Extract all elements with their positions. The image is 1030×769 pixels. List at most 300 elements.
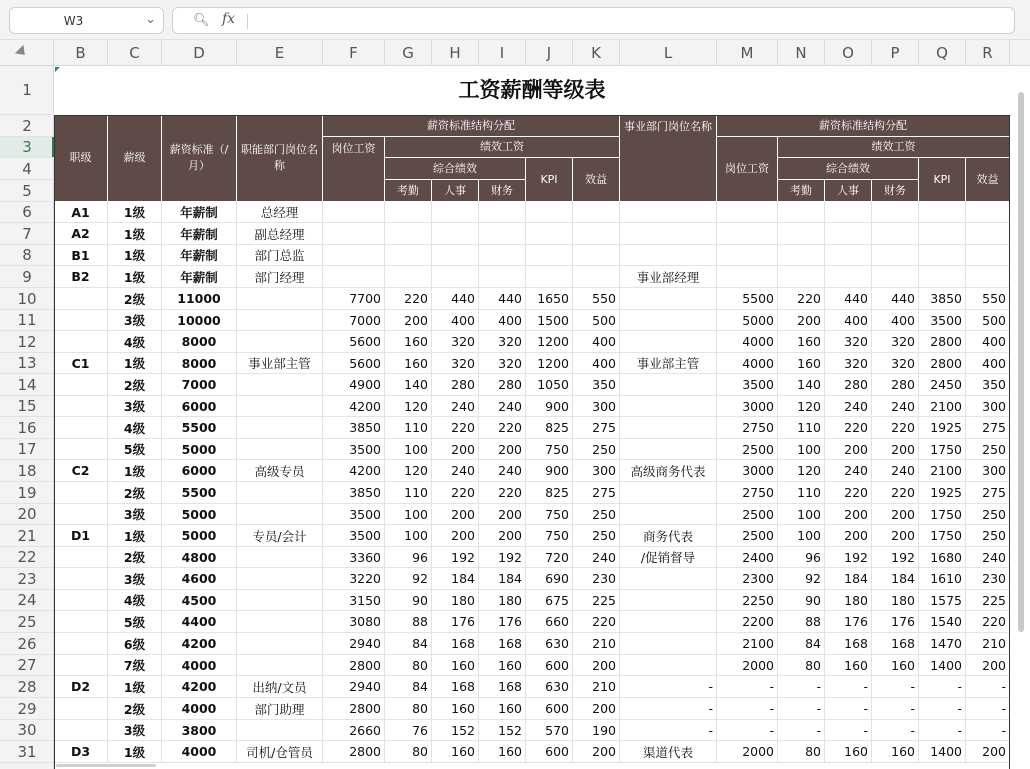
cell-o-11[interactable]: 400 [825,310,872,331]
cell-r-27[interactable]: 200 [966,655,1010,676]
cell-e-27[interactable] [237,655,323,676]
cell-m-29[interactable]: - [717,698,778,720]
cell-b-19[interactable] [54,482,108,504]
cell-o-22[interactable]: 192 [825,547,872,568]
cell-j-13[interactable]: 1200 [526,353,573,374]
cell-h-13[interactable]: 320 [432,353,479,374]
cell-g-27[interactable]: 80 [385,655,432,676]
cell-c-17[interactable]: 5级 [108,439,162,460]
cell-b-28[interactable]: D2 [54,676,108,698]
cell-r-19[interactable]: 275 [966,482,1010,504]
cell-k-30[interactable]: 190 [573,720,620,741]
cell-d-10[interactable]: 11000 [162,288,237,310]
cell-f-22[interactable]: 3360 [323,547,385,568]
cell-l-23[interactable] [620,568,717,590]
cell-m-8[interactable] [717,245,778,266]
cell-f-18[interactable]: 4200 [323,460,385,482]
cell-b-27[interactable] [54,655,108,676]
cell-d-7[interactable]: 年薪制 [162,223,237,245]
cell-c-31[interactable]: 1级 [108,741,162,763]
cell-o-26[interactable]: 168 [825,633,872,655]
cell-l-16[interactable] [620,417,717,439]
cell-l-13[interactable]: 事业部主管 [620,353,717,374]
cell-i-24[interactable]: 180 [479,590,526,611]
cell-f-13[interactable]: 5600 [323,353,385,374]
cell-q-13[interactable]: 2800 [919,353,966,374]
cell-r-21[interactable]: 250 [966,525,1010,547]
cell-h-31[interactable]: 160 [432,741,479,763]
row-header-14[interactable]: 14 [0,374,54,396]
cell-m-23[interactable]: 2300 [717,568,778,590]
row-header-17[interactable]: 17 [0,439,54,460]
cell-l-25[interactable] [620,611,717,633]
cell-h-20[interactable]: 200 [432,504,479,525]
row-header-26[interactable]: 26 [0,633,54,655]
cell-l-28[interactable]: - [620,676,717,698]
name-box[interactable] [9,7,164,34]
cell-g-30[interactable]: 76 [385,720,432,741]
cell-r-7[interactable] [966,223,1010,245]
cell-n-15[interactable]: 120 [778,396,825,417]
cell-q-21[interactable]: 1750 [919,525,966,547]
cell-g-22[interactable]: 96 [385,547,432,568]
cell-q-15[interactable]: 2100 [919,396,966,417]
cell-m-22[interactable]: 2400 [717,547,778,568]
cell-q-18[interactable]: 2100 [919,460,966,482]
cell-d-20[interactable]: 5000 [162,504,237,525]
cell-i-28[interactable]: 168 [479,676,526,698]
cell-r-20[interactable]: 250 [966,504,1010,525]
cell-c-8[interactable]: 1级 [108,245,162,266]
cell-b-12[interactable] [54,331,108,353]
cell-h-25[interactable]: 176 [432,611,479,633]
cell-n-19[interactable]: 110 [778,482,825,504]
cell-k-21[interactable]: 250 [573,525,620,547]
cell-b-7[interactable]: A2 [54,223,108,245]
cell-j-14[interactable]: 1050 [526,374,573,396]
cell-o-28[interactable]: - [825,676,872,698]
cell-f-8[interactable] [323,245,385,266]
cell-l-19[interactable] [620,482,717,504]
cell-c-12[interactable]: 4级 [108,331,162,353]
cell-m-17[interactable]: 2500 [717,439,778,460]
cell-p-24[interactable]: 180 [872,590,919,611]
cell-m-31[interactable]: 2000 [717,741,778,763]
cell-m-6[interactable] [717,202,778,223]
cell-h-19[interactable]: 220 [432,482,479,504]
cell-g-14[interactable]: 140 [385,374,432,396]
cell-m-28[interactable]: - [717,676,778,698]
cell-i-27[interactable]: 160 [479,655,526,676]
row-header-6[interactable]: 6 [0,202,54,223]
cell-f-14[interactable]: 4900 [323,374,385,396]
cell-j-11[interactable]: 1500 [526,310,573,331]
cell-d-16[interactable]: 5500 [162,417,237,439]
cell-g-7[interactable] [385,223,432,245]
cell-q-10[interactable]: 3850 [919,288,966,310]
cell-d-23[interactable]: 4600 [162,568,237,590]
fx-icon[interactable]: fx [222,11,236,27]
cell-n-13[interactable]: 160 [778,353,825,374]
cell-d-9[interactable]: 年薪制 [162,266,237,288]
row-header-30[interactable]: 30 [0,720,54,741]
cell-i-30[interactable]: 152 [479,720,526,741]
cell-k-14[interactable]: 350 [573,374,620,396]
cell-e-21[interactable]: 专员/会计 [237,525,323,547]
cell-b-14[interactable] [54,374,108,396]
cell-m-9[interactable] [717,266,778,288]
cell-c-6[interactable]: 1级 [108,202,162,223]
cell-j-7[interactable] [526,223,573,245]
cell-h-9[interactable] [432,266,479,288]
cell-p-15[interactable]: 240 [872,396,919,417]
row-header-27[interactable]: 27 [0,655,54,676]
cell-h-6[interactable] [432,202,479,223]
cell-f-10[interactable]: 7700 [323,288,385,310]
column-header-b[interactable]: B [54,40,108,66]
cell-e-30[interactable] [237,720,323,741]
cell-m-25[interactable]: 2200 [717,611,778,633]
cell-n-25[interactable]: 88 [778,611,825,633]
cell-b-25[interactable] [54,611,108,633]
cell-i-12[interactable]: 320 [479,331,526,353]
cell-o-24[interactable]: 180 [825,590,872,611]
cell-q-12[interactable]: 2800 [919,331,966,353]
column-header-l[interactable]: L [620,40,717,66]
cell-j-15[interactable]: 900 [526,396,573,417]
row-header-28[interactable]: 28 [0,676,54,698]
cell-p-28[interactable]: - [872,676,919,698]
cell-n-18[interactable]: 120 [778,460,825,482]
column-header-f[interactable]: F [323,40,385,66]
cell-j-30[interactable]: 570 [526,720,573,741]
cell-j-20[interactable]: 750 [526,504,573,525]
cell-o-16[interactable]: 220 [825,417,872,439]
cell-f-17[interactable]: 3500 [323,439,385,460]
cell-p-8[interactable] [872,245,919,266]
cell-k-28[interactable]: 210 [573,676,620,698]
cell-i-14[interactable]: 280 [479,374,526,396]
cell-d-19[interactable]: 5500 [162,482,237,504]
cell-l-8[interactable] [620,245,717,266]
cell-r-31[interactable]: 200 [966,741,1010,763]
cell-l-15[interactable] [620,396,717,417]
cell-c-19[interactable]: 2级 [108,482,162,504]
cell-p-30[interactable]: - [872,720,919,741]
cell-i-13[interactable]: 320 [479,353,526,374]
cell-n-14[interactable]: 140 [778,374,825,396]
cell-n-11[interactable]: 200 [778,310,825,331]
cell-l-11[interactable] [620,310,717,331]
column-header-h[interactable]: H [432,40,479,66]
cell-f-21[interactable]: 3500 [323,525,385,547]
cell-l-7[interactable] [620,223,717,245]
cell-r-13[interactable]: 400 [966,353,1010,374]
cell-e-10[interactable] [237,288,323,310]
row-header-31[interactable]: 31 [0,741,54,763]
cell-f-15[interactable]: 4200 [323,396,385,417]
cell-e-24[interactable] [237,590,323,611]
cell-p-6[interactable] [872,202,919,223]
cell-k-12[interactable]: 400 [573,331,620,353]
row-header-15[interactable]: 15 [0,396,54,417]
row-header-16[interactable]: 16 [0,417,54,439]
cell-e-12[interactable] [237,331,323,353]
cell-k-24[interactable]: 225 [573,590,620,611]
cell-j-22[interactable]: 720 [526,547,573,568]
cell-i-18[interactable]: 240 [479,460,526,482]
cell-f-24[interactable]: 3150 [323,590,385,611]
cell-p-12[interactable]: 320 [872,331,919,353]
cell-l-14[interactable] [620,374,717,396]
cell-r-6[interactable] [966,202,1010,223]
cell-n-7[interactable] [778,223,825,245]
cell-f-31[interactable]: 2800 [323,741,385,763]
cell-o-23[interactable]: 184 [825,568,872,590]
cell-e-8[interactable]: 部门总监 [237,245,323,266]
cell-c-22[interactable]: 2级 [108,547,162,568]
cell-o-9[interactable] [825,266,872,288]
cell-j-10[interactable]: 1650 [526,288,573,310]
column-header-m[interactable]: M [717,40,778,66]
column-header-o[interactable]: O [825,40,872,66]
cell-c-13[interactable]: 1级 [108,353,162,374]
cell-f-28[interactable]: 2940 [323,676,385,698]
cell-d-31[interactable]: 4000 [162,741,237,763]
cell-i-20[interactable]: 200 [479,504,526,525]
cell-p-31[interactable]: 160 [872,741,919,763]
cell-l-17[interactable] [620,439,717,460]
column-header-e[interactable]: E [237,40,323,66]
cell-p-18[interactable]: 240 [872,460,919,482]
cell-c-10[interactable]: 2级 [108,288,162,310]
cell-h-10[interactable]: 440 [432,288,479,310]
cell-b-21[interactable]: D1 [54,525,108,547]
column-header-k[interactable]: K [573,40,620,66]
cell-f-6[interactable] [323,202,385,223]
cell-g-26[interactable]: 84 [385,633,432,655]
cell-q-6[interactable] [919,202,966,223]
row-header-8[interactable]: 8 [0,245,54,266]
cell-o-27[interactable]: 160 [825,655,872,676]
cell-n-12[interactable]: 160 [778,331,825,353]
cell-o-20[interactable]: 200 [825,504,872,525]
cell-m-10[interactable]: 5500 [717,288,778,310]
cell-q-20[interactable]: 1750 [919,504,966,525]
cell-c-21[interactable]: 1级 [108,525,162,547]
cell-k-19[interactable]: 275 [573,482,620,504]
cell-b-15[interactable] [54,396,108,417]
cell-p-16[interactable]: 220 [872,417,919,439]
cell-d-24[interactable]: 4500 [162,590,237,611]
cell-h-16[interactable]: 220 [432,417,479,439]
cell-l-24[interactable] [620,590,717,611]
cell-e-13[interactable]: 事业部主管 [237,353,323,374]
cell-q-29[interactable]: - [919,698,966,720]
cell-n-16[interactable]: 110 [778,417,825,439]
cell-n-6[interactable] [778,202,825,223]
row-header-10[interactable]: 10 [0,288,54,310]
cell-e-6[interactable]: 总经理 [237,202,323,223]
cell-r-10[interactable]: 550 [966,288,1010,310]
cell-k-18[interactable]: 300 [573,460,620,482]
cell-q-25[interactable]: 1540 [919,611,966,633]
cell-d-25[interactable]: 4400 [162,611,237,633]
cell-h-23[interactable]: 184 [432,568,479,590]
cell-g-11[interactable]: 200 [385,310,432,331]
cell-h-17[interactable]: 200 [432,439,479,460]
magnifier-icon[interactable]: 🔍︎ [193,13,210,28]
cell-o-15[interactable]: 240 [825,396,872,417]
cell-l-31[interactable]: 渠道代表 [620,741,717,763]
cell-h-30[interactable]: 152 [432,720,479,741]
cell-b-24[interactable] [54,590,108,611]
cell-e-9[interactable]: 部门经理 [237,266,323,288]
row-header-21[interactable]: 21 [0,525,54,547]
cell-b-11[interactable] [54,310,108,331]
cell-q-17[interactable]: 1750 [919,439,966,460]
cell-m-16[interactable]: 2750 [717,417,778,439]
cell-g-23[interactable]: 92 [385,568,432,590]
column-header-r[interactable]: R [966,40,1010,66]
cell-f-16[interactable]: 3850 [323,417,385,439]
cell-l-6[interactable] [620,202,717,223]
cell-j-21[interactable]: 750 [526,525,573,547]
cell-b-17[interactable] [54,439,108,460]
cell-g-24[interactable]: 90 [385,590,432,611]
cell-l-29[interactable]: - [620,698,717,720]
cell-q-11[interactable]: 3500 [919,310,966,331]
cell-p-19[interactable]: 220 [872,482,919,504]
cell-h-29[interactable]: 160 [432,698,479,720]
cell-k-27[interactable]: 200 [573,655,620,676]
cell-l-9[interactable]: 事业部经理 [620,266,717,288]
cell-e-14[interactable] [237,374,323,396]
cell-c-18[interactable]: 1级 [108,460,162,482]
cell-o-18[interactable]: 240 [825,460,872,482]
cell-o-31[interactable]: 160 [825,741,872,763]
cell-g-17[interactable]: 100 [385,439,432,460]
cell-o-12[interactable]: 320 [825,331,872,353]
cell-p-23[interactable]: 184 [872,568,919,590]
cell-q-16[interactable]: 1925 [919,417,966,439]
row-header-1[interactable]: 1 [0,66,54,115]
horizontal-scrollbar[interactable] [56,764,156,767]
cell-q-27[interactable]: 1400 [919,655,966,676]
cell-i-9[interactable] [479,266,526,288]
row-header-18[interactable]: 18 [0,460,54,482]
cell-m-21[interactable]: 2500 [717,525,778,547]
cell-o-6[interactable] [825,202,872,223]
cell-c-27[interactable]: 7级 [108,655,162,676]
cell-i-26[interactable]: 168 [479,633,526,655]
cell-i-21[interactable]: 200 [479,525,526,547]
cell-l-22[interactable]: /促销督导 [620,547,717,568]
cell-p-7[interactable] [872,223,919,245]
cell-g-9[interactable] [385,266,432,288]
cell-p-9[interactable] [872,266,919,288]
cell-r-22[interactable]: 240 [966,547,1010,568]
cell-r-28[interactable]: - [966,676,1010,698]
cell-e-18[interactable]: 高级专员 [237,460,323,482]
cell-h-15[interactable]: 240 [432,396,479,417]
cell-k-17[interactable]: 250 [573,439,620,460]
cell-j-27[interactable]: 600 [526,655,573,676]
cell-b-31[interactable]: D3 [54,741,108,763]
cell-p-27[interactable]: 160 [872,655,919,676]
cell-m-15[interactable]: 3000 [717,396,778,417]
cell-h-22[interactable]: 192 [432,547,479,568]
cell-f-20[interactable]: 3500 [323,504,385,525]
cell-d-6[interactable]: 年薪制 [162,202,237,223]
cell-m-20[interactable]: 2500 [717,504,778,525]
cell-f-11[interactable]: 7000 [323,310,385,331]
cell-e-23[interactable] [237,568,323,590]
cell-j-24[interactable]: 675 [526,590,573,611]
cell-f-9[interactable] [323,266,385,288]
cell-o-13[interactable]: 320 [825,353,872,374]
cell-b-22[interactable] [54,547,108,568]
cell-r-23[interactable]: 230 [966,568,1010,590]
cell-c-15[interactable]: 3级 [108,396,162,417]
cell-l-27[interactable] [620,655,717,676]
cell-n-31[interactable]: 80 [778,741,825,763]
column-header-d[interactable]: D [162,40,237,66]
row-header-2[interactable]: 2 [0,115,54,137]
cell-m-13[interactable]: 4000 [717,353,778,374]
cell-r-30[interactable]: - [966,720,1010,741]
cell-q-19[interactable]: 1925 [919,482,966,504]
cell-n-23[interactable]: 92 [778,568,825,590]
cell-b-9[interactable]: B2 [54,266,108,288]
cell-e-31[interactable]: 司机/仓管员 [237,741,323,763]
cell-k-10[interactable]: 550 [573,288,620,310]
cell-n-28[interactable]: - [778,676,825,698]
cell-m-19[interactable]: 2750 [717,482,778,504]
cell-r-25[interactable]: 220 [966,611,1010,633]
cell-c-11[interactable]: 3级 [108,310,162,331]
row-header-12[interactable]: 12 [0,331,54,353]
cell-l-30[interactable]: - [620,720,717,741]
cell-g-15[interactable]: 120 [385,396,432,417]
cell-e-11[interactable] [237,310,323,331]
vertical-scrollbar[interactable] [1018,92,1024,632]
cell-d-26[interactable]: 4200 [162,633,237,655]
cell-l-20[interactable] [620,504,717,525]
cell-j-25[interactable]: 660 [526,611,573,633]
cell-j-6[interactable] [526,202,573,223]
cell-k-9[interactable] [573,266,620,288]
cell-p-14[interactable]: 280 [872,374,919,396]
cell-e-20[interactable] [237,504,323,525]
column-header-q[interactable]: Q [919,40,966,66]
row-header-5[interactable]: 5 [0,180,54,202]
cell-k-31[interactable]: 200 [573,741,620,763]
cell-c-14[interactable]: 2级 [108,374,162,396]
cell-c-24[interactable]: 4级 [108,590,162,611]
cell-r-18[interactable]: 300 [966,460,1010,482]
cell-m-14[interactable]: 3500 [717,374,778,396]
cell-q-30[interactable]: - [919,720,966,741]
cell-n-21[interactable]: 100 [778,525,825,547]
cell-o-14[interactable]: 280 [825,374,872,396]
cell-i-15[interactable]: 240 [479,396,526,417]
cell-q-31[interactable]: 1400 [919,741,966,763]
cell-p-25[interactable]: 176 [872,611,919,633]
cell-p-13[interactable]: 320 [872,353,919,374]
column-header-g[interactable]: G [385,40,432,66]
cell-c-16[interactable]: 4级 [108,417,162,439]
